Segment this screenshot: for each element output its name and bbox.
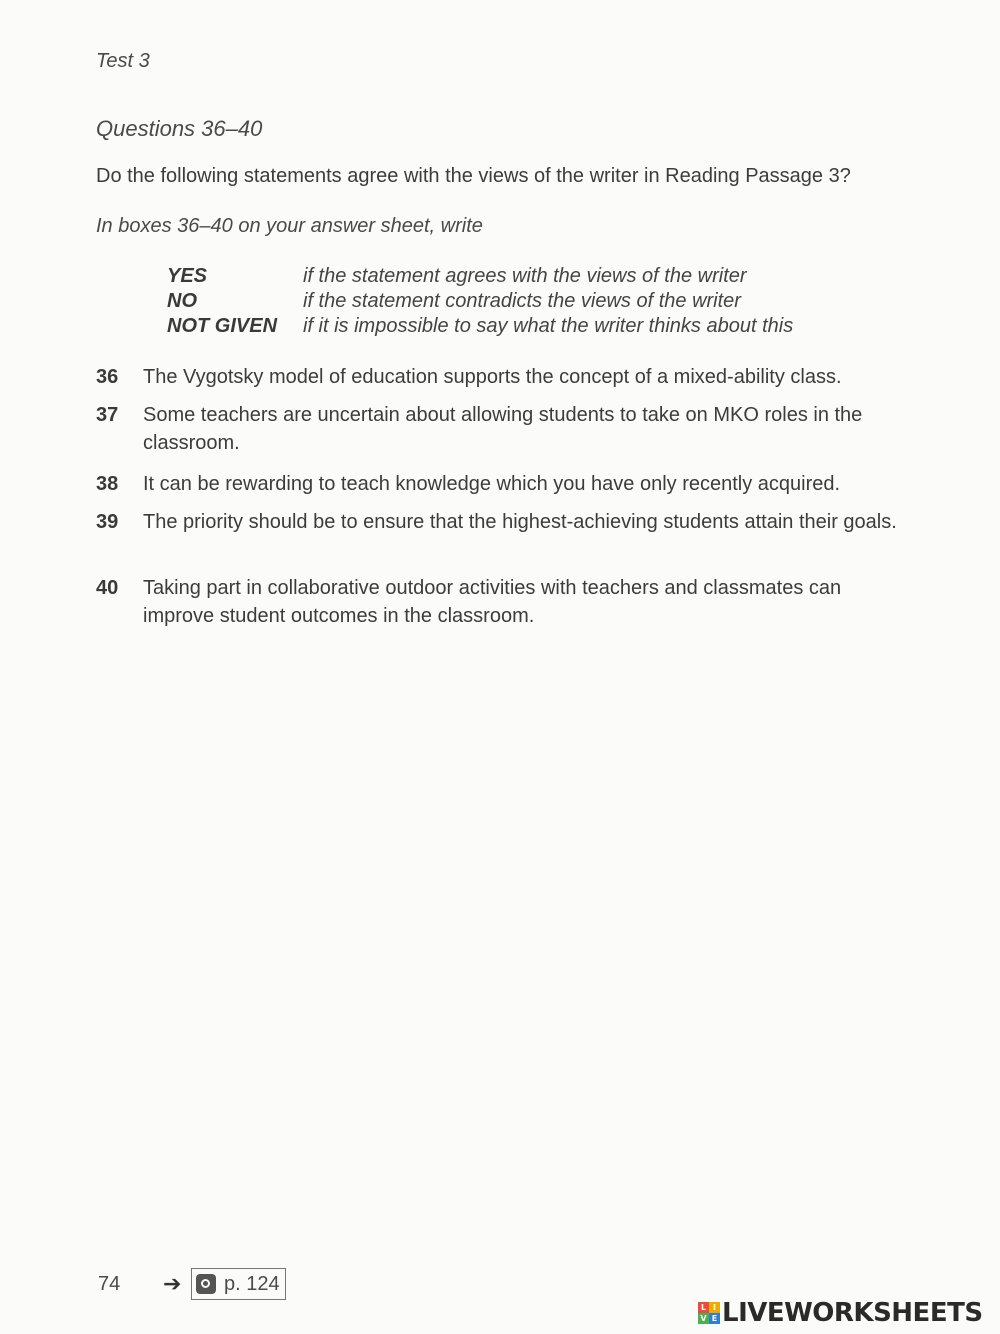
answer-key-icon	[196, 1274, 216, 1294]
logo-letter: E	[709, 1313, 720, 1324]
legend-desc: if it is impossible to say what the writer thinks about this	[303, 315, 794, 337]
question-text: Some teachers are uncertain about allowing students to take on MKO roles in the classroom.	[143, 404, 863, 454]
legend-key: YES	[167, 265, 208, 287]
logo-letter: V	[698, 1313, 709, 1324]
page-number: 74	[98, 1273, 121, 1295]
legend-key: NO	[167, 290, 197, 312]
question-number: 39	[96, 511, 119, 533]
arrow-right-icon: ➔	[163, 1271, 182, 1296]
liveworksheets-logo-icon	[698, 1302, 720, 1324]
question-number: 36	[96, 366, 119, 388]
test-label: Test 3	[96, 50, 150, 72]
brand-name: LIVEWORKSHEETS	[722, 1298, 983, 1328]
reference-page: p. 124	[224, 1272, 280, 1295]
liveworksheets-watermark	[698, 1298, 983, 1328]
question-number: 40	[96, 577, 119, 599]
answer-reference	[191, 1268, 286, 1300]
question-text: The priority should be to ensure that the highest-achieving students attain their goals.	[143, 511, 897, 533]
legend-desc: if the statement contradicts the views of the writer	[303, 290, 741, 312]
question-number: 37	[96, 404, 119, 426]
question-40	[96, 574, 916, 630]
legend-desc: if the statement agrees with the views of the writer	[303, 265, 747, 287]
question-text: The Vygotsky model of education supports the concept of a mixed-ability class.	[143, 366, 842, 388]
question-36	[96, 363, 916, 391]
legend-row-not-given	[167, 314, 793, 339]
legend-row-no	[167, 289, 793, 314]
answer-sheet-instruction: In boxes 36–40 on your answer sheet, write	[96, 215, 483, 237]
question-text: It can be rewarding to teach knowledge which you have only recently acquired.	[143, 473, 841, 495]
legend-row-yes	[167, 264, 793, 289]
question-text: Taking part in collaborative outdoor activities with teachers and classmates can improve student outcomes in the classroom.	[143, 577, 842, 627]
section-title: Questions 36–40	[96, 116, 263, 141]
legend-key: NOT GIVEN	[167, 315, 278, 337]
question-37	[96, 401, 916, 457]
question-38	[96, 470, 916, 498]
logo-letter: L	[698, 1302, 709, 1313]
answer-legend	[167, 264, 793, 339]
logo-letter: I	[709, 1302, 720, 1313]
question-number: 38	[96, 473, 119, 495]
instruction-text: Do the following statements agree with the views of the writer in Reading Passage 3?	[96, 165, 851, 187]
question-39	[96, 508, 916, 536]
